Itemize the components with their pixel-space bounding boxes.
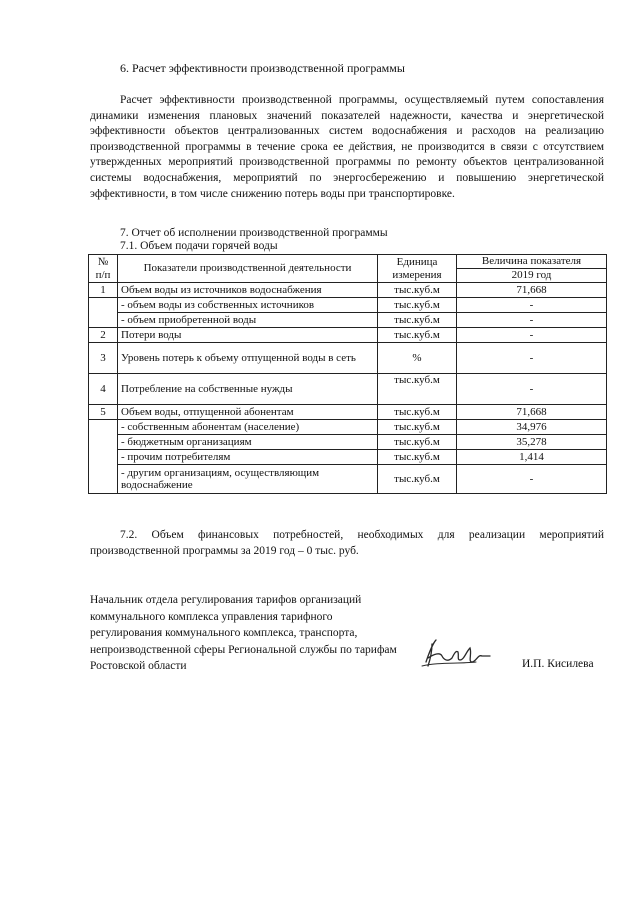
header-value-year: 2019 год [457,269,607,283]
row-unit: тыс.куб.м [378,465,457,494]
header-unit: Единица измерения [378,255,457,283]
table-row [89,435,607,450]
row-unit: тыс.куб.м [378,374,457,405]
table-row [89,298,607,313]
row-value: 34,976 [457,420,607,435]
section-6-paragraph: Расчет эффективности производственной программы, осуществляемый путем сопоставления динамики изменения плановых значений показателей надежности, качества и энергетической эффективности объектов централизованных систем водоснабжения и расходов на реализацию производственной программы в течение срока ее действия, не производится в связи с отсутствием утвержденных мероприятий производственной программы по ремонту объектов централизованной системы водоснабжения, мероприятий по энергосбережению и повышению энергетической эффективности, в том числе снижению потерь воды при транспортировке. [90,94,604,200]
table-header-row [89,255,607,269]
table-row [89,283,607,298]
hot-water-supply-table [88,254,607,494]
row-indicator: Потери воды [118,328,378,343]
row-value: - [457,374,607,405]
table-row [89,374,607,405]
header-num: № п/п [89,255,118,283]
row-value: 71,668 [457,405,607,420]
row-num: 1 [89,283,118,298]
row-value: 71,668 [457,283,607,298]
row-num: 2 [89,328,118,343]
row-unit: тыс.куб.м [378,405,457,420]
row-indicator: - объем воды из собственных источников [118,298,378,313]
row-unit: тыс.куб.м [378,298,457,313]
signatory-position: Начальник отдела регулирования тарифов организаций коммунального комплекса управления тарифного регулирования коммунального комплекса, транспорта, непроизводственной сферы Региональной службы по тарифам Ростовской области [90,594,397,673]
table-row [89,343,607,374]
table-row [89,405,607,420]
row-unit: тыс.куб.м [378,313,457,328]
row-value: - [457,465,607,494]
row-indicator: - прочим потребителям [118,450,378,465]
row-indicator: - бюджетным организациям [118,435,378,450]
section-7-2-paragraph: 7.2. Объем финансовых потребностей, необходимых для реализации мероприятий производственной программы за 2019 год – 0 тыс. руб. [90,529,604,557]
row-indicator: Потребление на собственные нужды [118,374,378,405]
row-indicator: - объем приобретенной воды [118,313,378,328]
row-num: 5 [89,405,118,420]
table-row [89,420,607,435]
row-value: - [457,298,607,313]
row-indicator: Объем воды из источников водоснабжения [118,283,378,298]
header-value-title: Величина показателя [457,255,607,269]
row-indicator: - собственным абонентам (население) [118,420,378,435]
row-unit: тыс.куб.м [378,328,457,343]
row-num: 3 [89,343,118,374]
signatory-name: И.П. Кисилева [522,658,594,670]
row-value: - [457,328,607,343]
row-unit: тыс.куб.м [378,435,457,450]
row-num [89,298,118,328]
header-indicator: Показатели производственной деятельности [118,255,378,283]
row-indicator: Объем воды, отпущенной абонентам [118,405,378,420]
section-7-heading: 7. Отчет об исполнении производственной программы [120,227,388,239]
row-num: 4 [89,374,118,405]
row-num [89,420,118,494]
row-unit: тыс.куб.м [378,283,457,298]
row-indicator: Уровень потерь к объему отпущенной воды в сеть [118,343,378,374]
section-6-heading: 6. Расчет эффективности производственной программы [120,61,405,75]
handwritten-signature [418,632,508,674]
table-row [89,450,607,465]
row-unit: тыс.куб.м [378,450,457,465]
table-row [89,328,607,343]
row-unit: % [378,343,457,374]
row-indicator: - другим организациям, осуществляющим водоснабжение [118,465,378,494]
row-value: 35,278 [457,435,607,450]
section-7-1-heading: 7.1. Объем подачи горячей воды [120,240,278,252]
table-row [89,313,607,328]
row-unit: тыс.куб.м [378,420,457,435]
row-value: - [457,343,607,374]
row-value: 1,414 [457,450,607,465]
row-value: - [457,313,607,328]
table-row [89,465,607,494]
